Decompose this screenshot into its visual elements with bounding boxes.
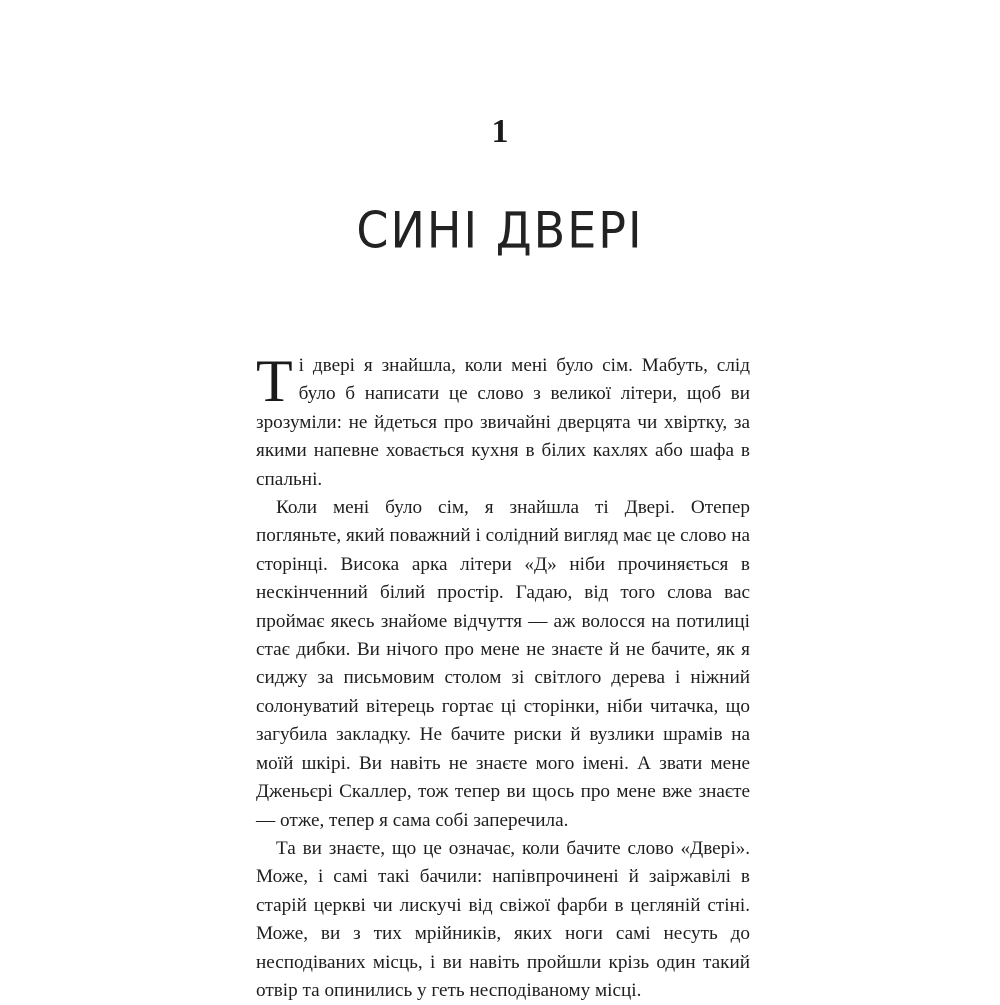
paragraph-1 bbox=[256, 348, 750, 494]
paragraph-1-text: і двері я знайшла, коли мені було сім. Мабуть, слід було б написати це слово з великої літери, щоб ви зрозуміли: не йдеться про звичайні дверцята чи хвіртку, за якими напевне ховається кухня в білих кахлях або шафа в спальні. bbox=[256, 355, 750, 490]
chapter-title: СИНІ ДВЕРІ bbox=[356, 200, 644, 260]
drop-cap: Т bbox=[256, 348, 293, 414]
paragraph-3: Та ви знаєте, що це означає, коли бачите слово «Двері». Може, і самі такі бачили: напівпрочинені й заіржавілі в старій церкві чи лискучі від свіжої фарби в цегляній стіні. Може, ви з тих мрійників, яких ноги самі несуть до несподіваних місць, і ви навіть пройшли крізь один такий отвір та опинились у геть несподіваному місці. bbox=[256, 837, 750, 1001]
paragraph-2: Коли мені було сім, я знайшла ті Двері. Отепер погляньте, який поважний і солідний вигляд має це слово на сторінці. Висока арка літери «Д» ніби прочиняється в нескінченний білий простір. Гадаю, від того слова вас проймає якесь знайоме відчуття — аж волосся на потилиці стає дибки. Ви нічого про мене не знаєте й не бачите, як я сиджу за письмовим столом зі світлого дерева і ніжний солонуватий вітерець гортає ці сторінки, ніби читачка, що загубила закладку. Не бачите риски й вузлики шрамів на моїй шкірі. Ви навіть не знаєте мого імені. А звати мене Дженьєрі Скаллер, тож тепер ви щось про мене вже знаєте — отже, тепер я сама собі заперечила. bbox=[256, 497, 750, 831]
chapter-number: 1 bbox=[491, 113, 509, 150]
chapter-body bbox=[256, 348, 750, 1005]
